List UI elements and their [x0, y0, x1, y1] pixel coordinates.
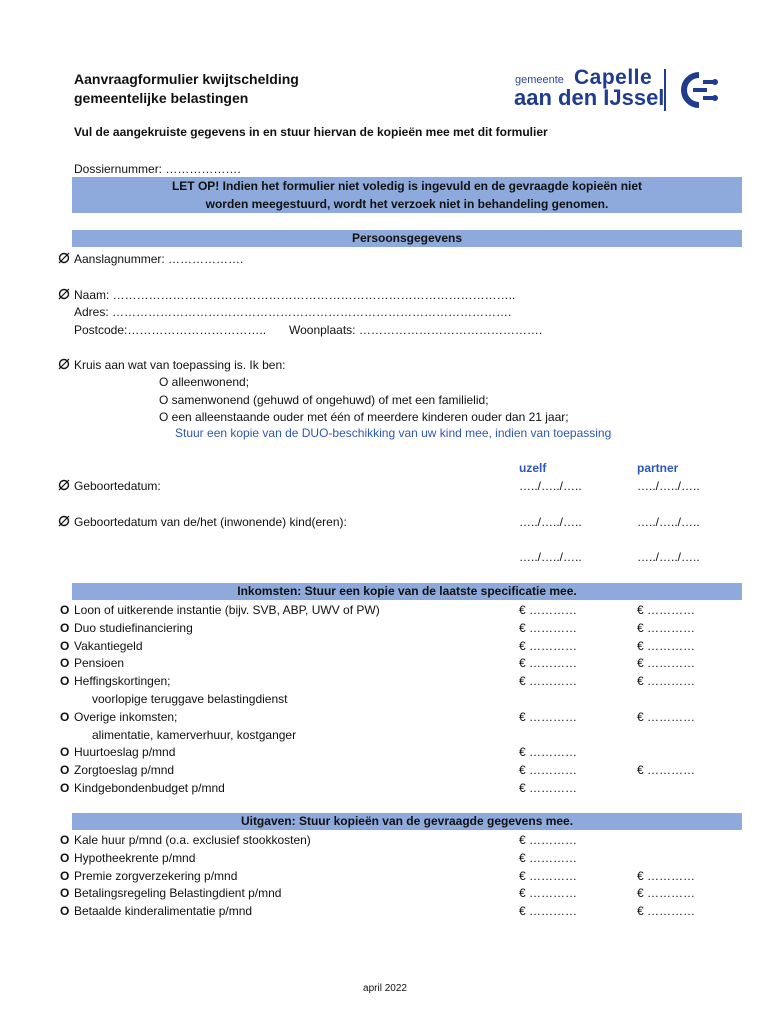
checkbox-bullet[interactable]: O — [60, 868, 70, 883]
intro-text: Vul de aangekruiste gegevens in en stuur hiervan de kopieën mee met dit formulier — [74, 125, 548, 139]
logo-gemeente: gemeente — [515, 74, 564, 86]
amount-uzelf-field[interactable]: € ………… — [519, 763, 578, 778]
section-heading-persoonsgegevens: Persoonsgegevens — [72, 230, 742, 247]
geboortedatum-kind-field[interactable]: …../…../….. — [637, 515, 700, 529]
dossier-number-field[interactable]: Dossiernummer: ………………. — [74, 162, 241, 176]
warning-line1: LET OP! Indien het formulier niet voledig is ingevuld en de gevraagde kopieën niet — [171, 179, 643, 193]
checkbox-bullet[interactable]: O — [60, 781, 70, 795]
checked-circle-icon — [58, 288, 70, 300]
row-label: Huurtoeslag p/mnd — [74, 745, 176, 760]
postcode-field[interactable]: Postcode:…………………………….. — [74, 323, 267, 337]
amount-uzelf-field[interactable]: € ………… — [519, 745, 578, 760]
warning-line2: worden meegestuurd, wordt het verzoek niet in behandeling genomen. — [205, 197, 609, 211]
amount-partner-field[interactable]: € ………… — [637, 656, 696, 671]
logo-divider — [664, 69, 666, 111]
checkbox-bullet[interactable]: O — [60, 674, 70, 689]
geboortedatum-kind-label: Geboortedatum van de/het (inwonende) kind(eren): — [74, 515, 347, 529]
amount-uzelf-field[interactable]: € ………… — [519, 638, 578, 653]
section-heading-uitgaven: Uitgaven: Stuur kopieën van de gevraagde gegevens mee. — [72, 813, 742, 830]
checked-circle-icon — [58, 358, 70, 370]
footer-date: april 2022 — [363, 983, 407, 994]
option-alleenstaande-ouder[interactable]: O een alleenstaande ouder met één of meerdere kinderen ouder dan 21 jaar; — [159, 410, 569, 424]
amount-uzelf-field[interactable]: € ………… — [519, 886, 578, 901]
row-label: Loon of uitkerende instantie (bijv. SVB, ABP, UWV of PW) — [74, 603, 380, 617]
form-title-line1: Aanvraagformulier kwijtschelding — [74, 71, 299, 87]
row-label: Vakantiegeld — [74, 638, 143, 653]
warning-banner — [72, 177, 742, 213]
amount-uzelf-field[interactable]: € ………… — [519, 781, 578, 795]
checked-circle-icon — [58, 252, 70, 264]
row-label: Hypotheekrente p/mnd — [74, 850, 196, 865]
amount-uzelf-field[interactable]: € ………… — [519, 656, 578, 671]
row-label: Kindgebondenbudget p/mnd — [74, 781, 225, 795]
row-sublabel: alimentatie, kamerverhuur, kostganger — [92, 727, 297, 742]
household-question: Kruis aan wat van toepassing is. Ik ben: — [74, 358, 286, 372]
column-header-uzelf: uzelf — [519, 461, 547, 475]
row-label: Betalingsregeling Belastingdient p/mnd — [74, 886, 282, 901]
row-label: Pensioen — [74, 656, 125, 671]
duo-note: Stuur een kopie van de DUO-beschikking van uw kind mee, indien van toepassing — [175, 426, 612, 440]
amount-partner-field[interactable]: € ………… — [637, 603, 696, 617]
checkbox-bullet[interactable]: O — [60, 638, 70, 653]
section-heading-inkomsten: Inkomsten: Stuur een kopie van de laatste specificatie mee. — [72, 583, 742, 600]
geboortedatum-label: Geboortedatum: — [74, 479, 161, 493]
row-label: Duo studiefinanciering — [74, 620, 193, 635]
geboortedatum-partner-field[interactable]: …../…../….. — [637, 479, 700, 493]
amount-uzelf-field[interactable]: € ………… — [519, 620, 578, 635]
geboortedatum-kind-field[interactable]: …../…../….. — [637, 550, 700, 564]
geboortedatum-kind-field[interactable]: …../…../….. — [519, 550, 582, 564]
row-label: Kale huur p/mnd (o.a. exclusief stookkosten) — [74, 833, 311, 847]
amount-partner-field[interactable]: € ………… — [637, 709, 696, 724]
amount-uzelf-field[interactable]: € ………… — [519, 674, 578, 689]
row-label: Heffingskortingen; — [74, 674, 171, 689]
checkbox-bullet[interactable]: O — [60, 850, 70, 865]
amount-uzelf-field[interactable]: € ………… — [519, 833, 578, 847]
checkbox-bullet[interactable]: O — [60, 763, 70, 778]
row-label: Overige inkomsten; — [74, 709, 178, 724]
municipality-logo — [513, 66, 728, 116]
logo-capelle: Capelle — [574, 66, 653, 89]
checkbox-bullet[interactable]: O — [60, 886, 70, 901]
logo-aan-den-ijssel: aan den IJssel — [514, 85, 665, 110]
amount-uzelf-field[interactable]: € ………… — [519, 904, 578, 919]
geboortedatum-uzelf-field[interactable]: …../…../….. — [519, 479, 582, 493]
geboortedatum-kind-field[interactable]: …../…../….. — [519, 515, 582, 529]
checkbox-bullet[interactable]: O — [60, 904, 70, 919]
option-samenwonend[interactable]: O samenwonend (gehuwd of ongehuwd) of met een familielid; — [159, 393, 489, 407]
row-label: Premie zorgverzekering p/mnd — [74, 868, 238, 883]
checked-circle-icon — [58, 515, 70, 527]
amount-partner-field[interactable]: € ………… — [637, 674, 696, 689]
amount-partner-field[interactable]: € ………… — [637, 868, 696, 883]
row-label: Zorgtoeslag p/mnd — [74, 763, 175, 778]
amount-partner-field[interactable]: € ………… — [637, 638, 696, 653]
checkbox-bullet[interactable]: O — [60, 709, 70, 724]
amount-partner-field[interactable]: € ………… — [637, 886, 696, 901]
adres-field[interactable]: Adres: ………………………………………………………………………………………. — [74, 305, 512, 319]
amount-uzelf-field[interactable]: € ………… — [519, 850, 578, 865]
woonplaats-field[interactable]: Woonplaats: ………………………………………. — [289, 323, 543, 337]
checkbox-bullet[interactable]: O — [60, 620, 70, 635]
checkbox-bullet[interactable]: O — [60, 833, 70, 847]
logo-emblem-icon — [673, 70, 721, 110]
checkbox-bullet[interactable]: O — [60, 656, 70, 671]
row-sublabel: voorlopige teruggave belastingdienst — [92, 692, 288, 706]
amount-partner-field[interactable]: € ………… — [637, 620, 696, 635]
checked-circle-icon — [58, 479, 70, 491]
checkbox-bullet[interactable]: O — [60, 603, 70, 617]
checkbox-bullet[interactable]: O — [60, 745, 70, 760]
amount-uzelf-field[interactable]: € ………… — [519, 868, 578, 883]
amount-uzelf-field[interactable]: € ………… — [519, 603, 578, 617]
amount-partner-field[interactable]: € ………… — [637, 904, 696, 919]
option-alleenwonend[interactable]: O alleenwonend; — [159, 375, 250, 389]
row-label: Betaalde kinderalimentatie p/mnd — [74, 904, 253, 919]
column-header-partner: partner — [637, 461, 679, 475]
aanslagnummer-field[interactable]: Aanslagnummer: ………………. — [74, 252, 244, 266]
amount-partner-field[interactable]: € ………… — [637, 763, 696, 778]
form-title — [74, 70, 414, 108]
naam-field[interactable]: Naam: ……………………………………………………………………………………….. — [74, 288, 516, 302]
amount-uzelf-field[interactable]: € ………… — [519, 709, 578, 724]
form-title-line2: gemeentelijke belastingen — [74, 90, 249, 106]
